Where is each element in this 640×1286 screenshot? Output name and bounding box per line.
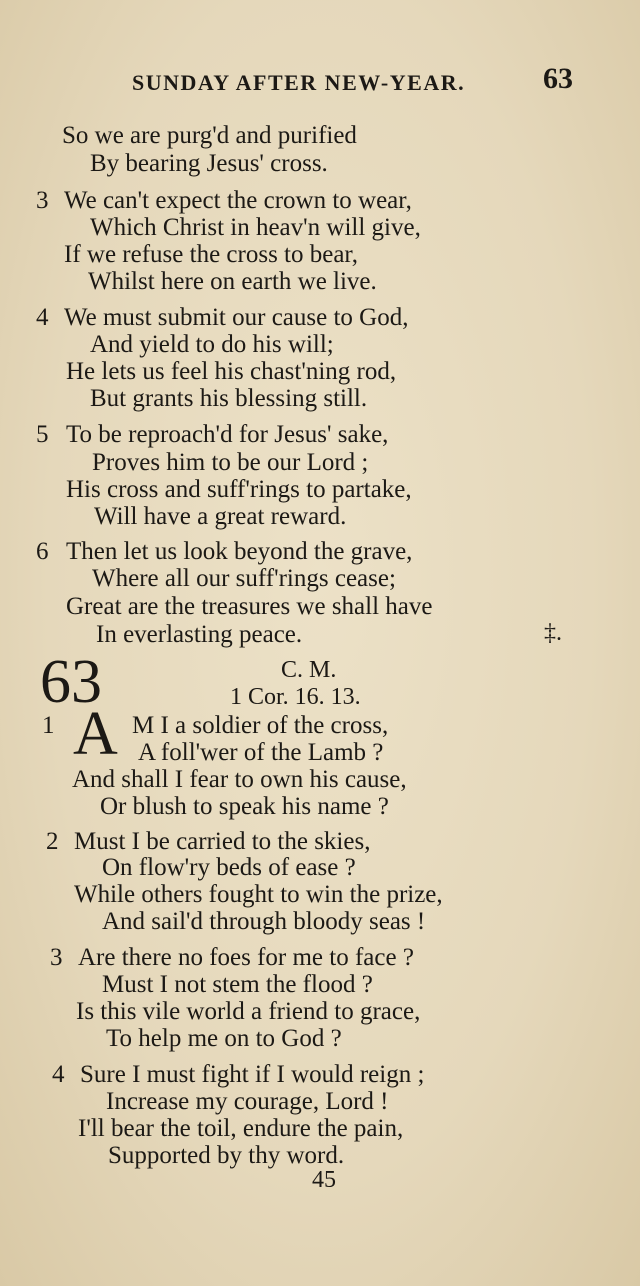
- hymn63-verse-4-line-2: Increase my courage, Lord !: [106, 1088, 389, 1115]
- hymn62-verse-5-number: 5: [36, 421, 49, 448]
- hymn63-verse-1-number: 1: [42, 712, 55, 739]
- hymn63-verse-2-number: 2: [46, 828, 59, 855]
- hymn63-verse-3-number: 3: [50, 944, 63, 971]
- hymn62-verse-3-number: 3: [36, 187, 49, 214]
- hymn62-verse-4-line-2: And yield to do his will;: [90, 331, 334, 358]
- hymn62-verse-4-line-1: We must submit our cause to God,: [64, 304, 409, 331]
- hymn63-verse-4-line-4: Supported by thy word.: [108, 1142, 345, 1169]
- hymn63-verse-3-line-3: Is this vile world a friend to grace,: [76, 998, 421, 1025]
- hymn63-verse-3-line-2: Must I not stem the flood ?: [102, 971, 373, 998]
- hymn63-verse-4-number: 4: [52, 1061, 65, 1088]
- hymn63-verse-2-line-4: And sail'd through bloody seas !: [102, 908, 426, 935]
- hymn63-verse-1-line-1: M I a soldier of the cross,: [132, 712, 389, 739]
- hymn63-verse-4-line-3: I'll bear the toil, endure the pain,: [78, 1115, 404, 1142]
- printer-signature: 45: [312, 1167, 336, 1193]
- hymn63-verse-4-line-1: Sure I must fight if I would reign ;: [80, 1061, 425, 1088]
- hymn62-verse-4-line-3: He lets us feel his chast'ning rod,: [66, 358, 397, 385]
- hymn62-opening-line-2: By bearing Jesus' cross.: [90, 150, 328, 177]
- hymn63-verse-1-line-4: Or blush to speak his name ?: [100, 793, 389, 820]
- hymn62-verse-6-line-1: Then let us look beyond the grave,: [66, 538, 413, 565]
- hymn62-verse-5-line-4: Will have a great reward.: [94, 503, 347, 530]
- hymn62-verse-4-line-4: But grants his blessing still.: [90, 385, 368, 412]
- hymn63-verse-3-line-4: To help me on to God ?: [106, 1025, 342, 1052]
- hymn63-meter: C. M.: [281, 657, 337, 683]
- hymn63-verse-2-line-3: While others fought to win the prize,: [74, 881, 443, 908]
- hymn63-number: 63: [40, 648, 102, 716]
- hymn63-verse-1-line-2: A foll'wer of the Lamb ?: [138, 739, 384, 766]
- running-title: SUNDAY AFTER NEW-YEAR.: [132, 70, 466, 95]
- hymn62-verse-4-number: 4: [36, 304, 49, 331]
- hymn63-verse-2-line-2: On flow'ry beds of ease ?: [102, 854, 356, 881]
- hymn62-verse-5-line-2: Proves him to be our Lord ;: [92, 449, 369, 476]
- page-number: 63: [543, 62, 573, 95]
- hymn62-verse-6-line-2: Where all our suff'rings cease;: [92, 565, 396, 592]
- hymn62-verse-6-line-3: Great are the treasures we shall have: [66, 593, 433, 620]
- hymn62-opening-line-1: So we are purg'd and purified: [62, 122, 357, 149]
- hymn62-verse-3-line-2: Which Christ in heav'n will give,: [90, 214, 421, 241]
- hymn62-verse-5-line-3: His cross and suff'rings to partake,: [66, 476, 412, 503]
- hymn63-verse-3-line-1: Are there no foes for me to face ?: [78, 944, 414, 971]
- hymn63-verse-1-line-3: And shall I fear to own his cause,: [72, 766, 407, 793]
- hymn62-verse-6-line-4: In everlasting peace.: [96, 621, 303, 648]
- end-mark: ‡.: [544, 620, 562, 646]
- hymn62-verse-3-line-1: We can't expect the crown to wear,: [64, 187, 412, 214]
- hymn63-drop-cap: A: [73, 700, 118, 768]
- hymn62-verse-3-line-4: Whilst here on earth we live.: [88, 268, 377, 295]
- hymn62-verse-6-number: 6: [36, 538, 49, 565]
- hymn63-scripture: 1 Cor. 16. 13.: [230, 684, 361, 710]
- hymn63-verse-2-line-1: Must I be carried to the skies,: [74, 828, 371, 855]
- hymn62-verse-5-line-1: To be reproach'd for Jesus' sake,: [66, 421, 389, 448]
- hymn62-verse-3-line-3: If we refuse the cross to bear,: [64, 241, 359, 268]
